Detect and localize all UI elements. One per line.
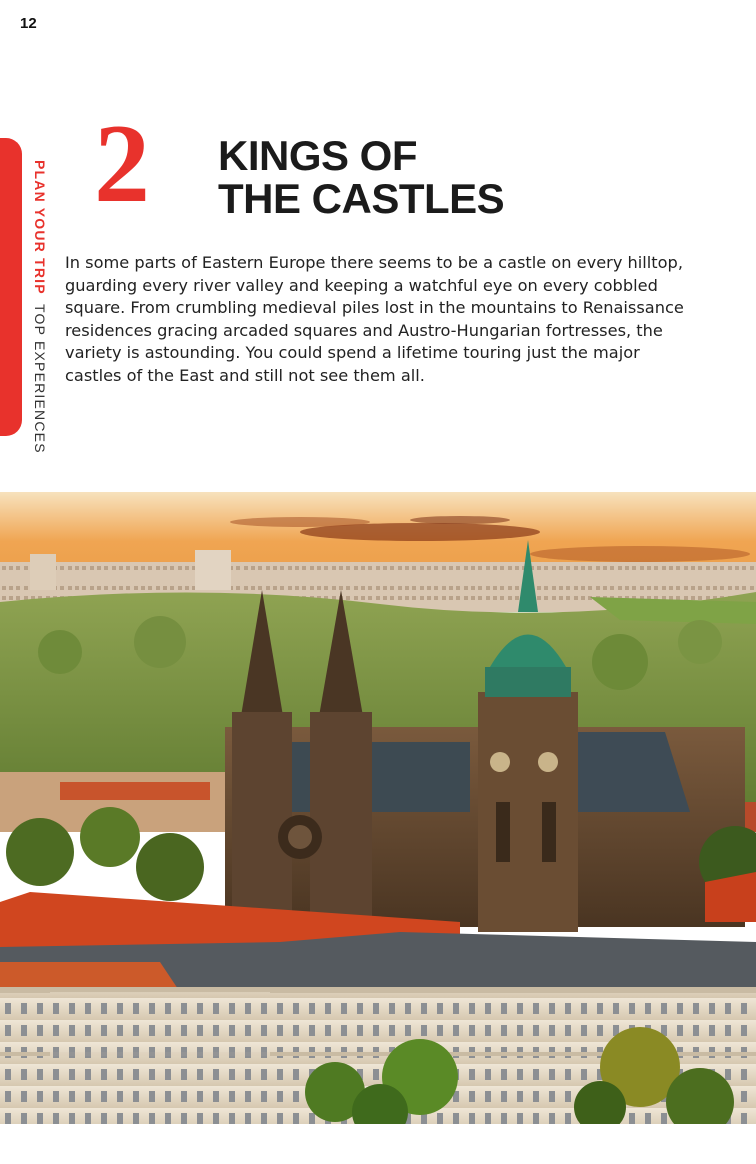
title-line-1: KINGS OF [218, 132, 418, 179]
title-line-2: THE CASTLES [218, 175, 505, 222]
subsection-name: TOP EXPERIENCES [32, 303, 48, 454]
article-title [218, 134, 504, 220]
section-tab [0, 138, 22, 436]
section-name: PLAN YOUR TRIP [32, 160, 48, 295]
section-label [32, 160, 48, 454]
experience-number: 2 [94, 102, 150, 226]
cathedral-photo [0, 492, 756, 1124]
page-number: 12 [20, 15, 37, 32]
intro-paragraph: In some parts of Eastern Europe there seems to be a castle on every hilltop, guarding every river valley and keeping a watchful eye on every cobbled square. From crumbling medieval piles lost in the mountains to Renaissance residences gracing arcaded squares and Austro-Hungarian fortresses, the variety is astounding. You could spend a lifetime touring just the major castles of the East and still not see them all. [65, 253, 684, 385]
